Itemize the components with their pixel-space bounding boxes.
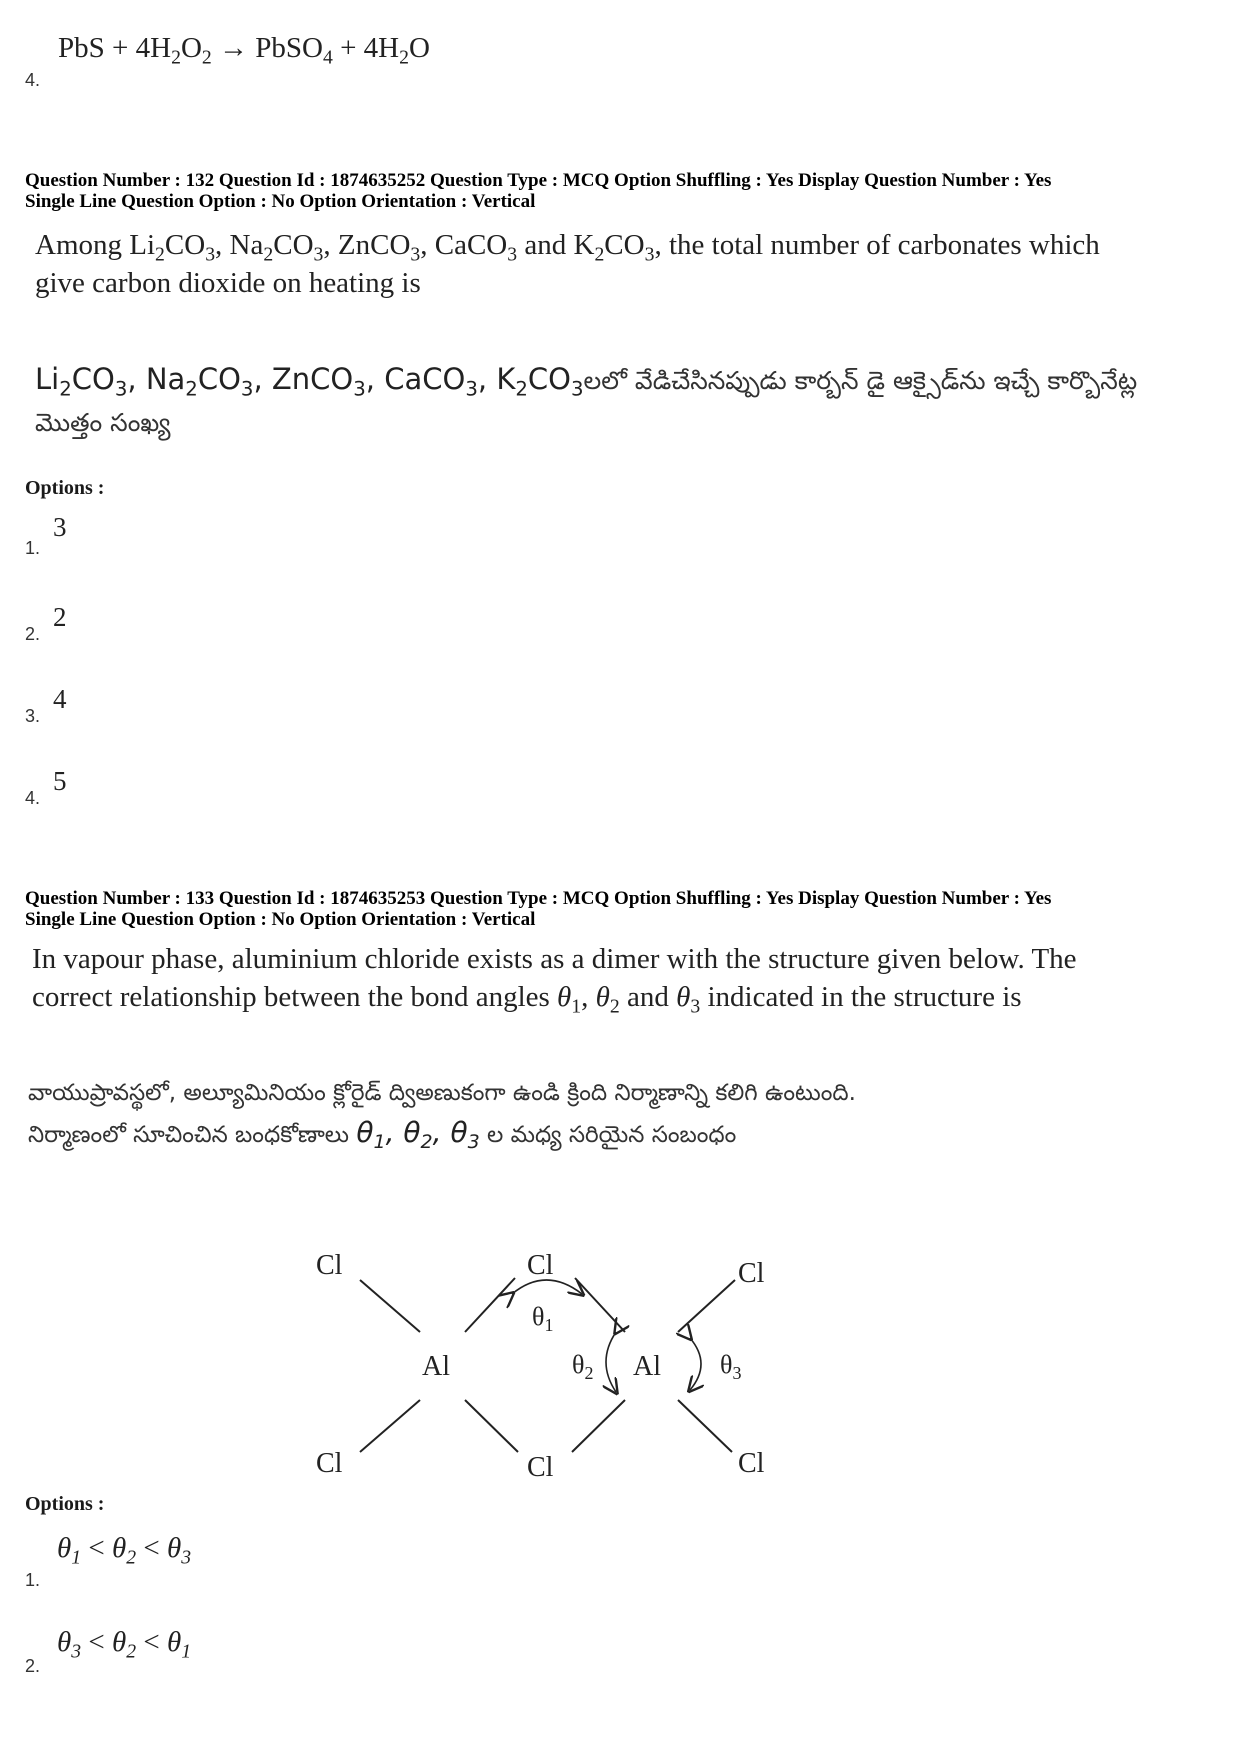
bond-line	[465, 1278, 515, 1332]
option-number: 2.	[25, 624, 41, 644]
option-value: $\theta_3 < \theta_2 < \theta_1$	[57, 1626, 192, 1663]
q132-meta	[25, 170, 1051, 212]
q132-options-label: Options :	[25, 477, 105, 499]
bond-line	[678, 1400, 732, 1452]
theta3-label: $\theta_3$	[720, 1350, 742, 1383]
q133-meta-line2: Single Line Question Option : No Option Orientation : Vertical	[25, 909, 536, 930]
option-number: 3.	[25, 706, 41, 726]
cl-atom-bottom-right: Cl	[738, 1448, 765, 1479]
q132-meta-line2: Single Line Question Option : No Option Orientation : Vertical	[25, 191, 536, 212]
cl-atom-bottom-left: Cl	[316, 1448, 343, 1479]
al-atom-left: Al	[422, 1351, 450, 1382]
al2cl6-structure-diagram	[300, 1240, 820, 1480]
q132-compound: CaCO$_3$	[434, 229, 518, 266]
option-value: $\theta_1 < \theta_2 < \theta_3$	[57, 1532, 192, 1569]
bond-line	[465, 1400, 518, 1452]
prev-equation: PbS + $4H_2O_2$ → PbSO$_4$ + $4H_2O$	[58, 32, 430, 69]
theta3-arc	[690, 1338, 701, 1390]
q132-telugu-line1: $Li_2CO_3$, $Na_2CO_3$, ZnCO$_3$, CaCO$_3$, $K_2CO_3లలో$ వేడిచేసినప్పుడు కార్బన్ డై ఆక్సైడ్‌ను ఇచ్చే కార్బొనేట్ల	[35, 362, 1138, 401]
q133-telugu-line1: వాయుప్రావస్థలో, అల్యూమినియం క్లోరైడ్ ద్విఅణుకంగా ఉండి క్రింది నిర్మాణాన్ని కలిగి ఉంటుంది.	[28, 1080, 856, 1106]
option-number: 2.	[25, 1656, 41, 1676]
bond-line	[572, 1400, 625, 1452]
theta2-label: $\theta_2$	[572, 1350, 594, 1383]
bond-line	[678, 1280, 735, 1332]
theta1-arc	[512, 1280, 582, 1294]
q132-compound: $Na_2CO_3$,	[229, 229, 331, 266]
q132-english-text	[35, 226, 1215, 302]
q133-english-line1: In vapour phase, aluminium chloride exists as a dimer with the structure given below. The	[32, 943, 1077, 975]
cl-atom-bridge-bottom: Cl	[527, 1452, 554, 1480]
q132-meta-line1: Question Number : 132 Question Id : 1874635252 Question Type : MCQ Option Shuffling : Yes Display Question Number : Yes	[25, 170, 1052, 191]
option-value: 3	[53, 512, 67, 542]
q132-compound: ZnCO$_3$,	[337, 229, 428, 266]
q133-english-text	[32, 940, 1222, 1016]
option-number: 1.	[25, 1570, 41, 1590]
q132-telugu-line2: మొత్తం సంఖ్య	[35, 408, 171, 437]
q132-english-line1: Among $Li_2CO_3$, $Na_2CO_3$, ZnCO$_3$, CaCO$_3$ and $K_2CO_3$, the total number of carbonates which	[35, 229, 1100, 266]
q133-meta-line1: Question Number : 133 Question Id : 1874635253 Question Type : MCQ Option Shuffling : Yes Display Question Number : Yes	[25, 888, 1052, 909]
q132-telugu-text	[35, 360, 1215, 444]
q133-english-line2: correct relationship between the bond angles $\theta_1$, $\theta_2$ and $\theta_3$ indicated in the structure is	[32, 981, 1022, 1018]
option-value: 2	[53, 602, 67, 632]
q133-telugu-line2: నిర్మాణంలో సూచించిన బంధకోణాలు $\theta_1$, $\theta_2$, $\theta_3$ ల మధ్య సరియైన సంబంధం	[28, 1116, 737, 1154]
bond-line	[575, 1278, 625, 1332]
q132-english-line2: give carbon dioxide on heating is	[35, 267, 421, 299]
q132-compound: $Li_2CO_3$,	[129, 229, 223, 266]
cl-atom-top-right: Cl	[738, 1258, 765, 1289]
q132-compound: $K_2CO_3$	[573, 229, 655, 266]
bond-line	[360, 1280, 420, 1332]
option-value: 4	[53, 684, 67, 714]
cl-atom-bridge-top: Cl	[527, 1250, 554, 1281]
q133-meta	[25, 888, 1051, 930]
prev-option-number: 4.	[25, 70, 41, 90]
cl-atom-top-left: Cl	[316, 1250, 343, 1281]
option-number: 1.	[25, 538, 41, 558]
option-number: 4.	[25, 788, 41, 808]
bond-line	[360, 1400, 420, 1452]
q133-telugu-text	[28, 1072, 1218, 1156]
theta2-arc	[606, 1332, 616, 1392]
q133-options-label: Options :	[25, 1493, 105, 1515]
al-atom-right: Al	[633, 1351, 661, 1382]
option-value: 5	[53, 766, 67, 796]
theta1-label: $\theta_1$	[532, 1302, 554, 1335]
